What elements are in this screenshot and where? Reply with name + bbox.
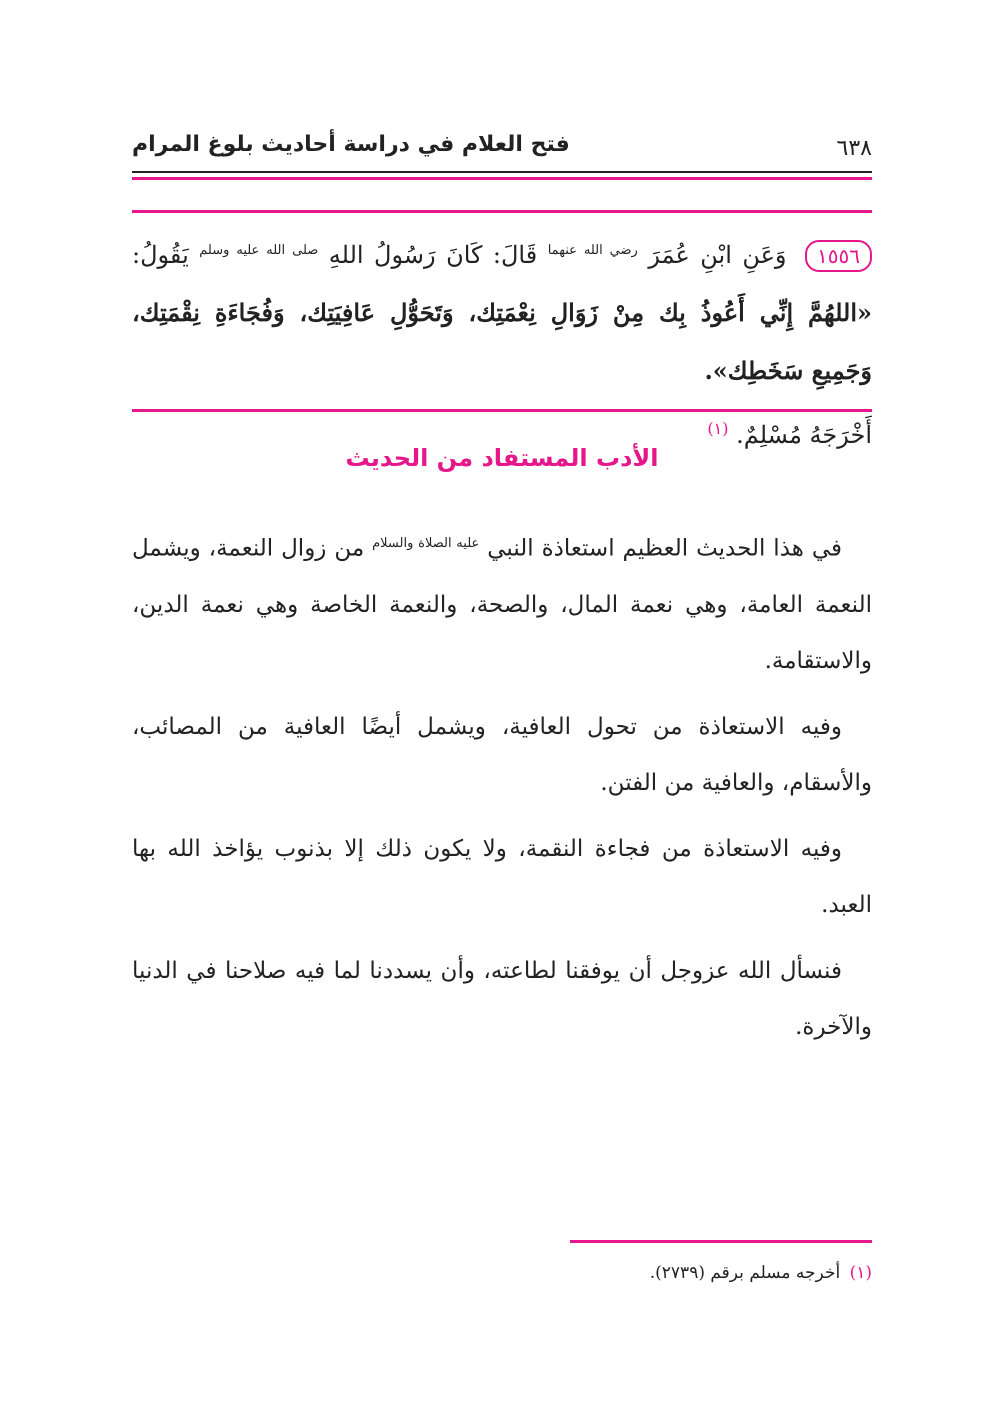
hadith-number-badge: ١٥٥٦ [805, 240, 872, 272]
page-number: ٦٣٨ [836, 136, 872, 161]
hadith-block [132, 222, 872, 464]
header-rule-dark [132, 171, 872, 173]
footnote [132, 1263, 872, 1283]
hadith-source: أَخْرَجَهُ مُسْلِمٌ. [736, 421, 872, 449]
footnote-text: أخرجه مسلم برقم (٢٧٣٩). [649, 1263, 841, 1283]
hadith-said-intro: قَالَ: كَانَ رَسُولُ اللهِ [328, 241, 538, 269]
paragraph-1 [132, 516, 872, 689]
section-heading: الأدب المستفاد من الحديث [345, 444, 659, 472]
hadith-rule-top [132, 210, 872, 213]
paragraph-1-honorific: عليه الصلاة والسلام [372, 536, 480, 551]
hadith-narrator-intro: وَعَنِ ابْنِ عُمَرَ [648, 241, 787, 269]
hadith-quote: «اللهُمَّ إِنِّي أَعُوذُ بِك مِنْ زَوَالِ نِعْمَتِك، وَتَحَوُّلِ عَافِيَتِك، وَفُجَاءَةِ نِقْمَتِك، وَجَمِيعِ سَخَطِك». [132, 298, 872, 385]
hadith-says: يَقُولُ: [132, 241, 189, 269]
footnote-number: (١) [849, 1263, 872, 1283]
hadith-rule-bottom [132, 409, 872, 412]
paragraph-4: فنسأل الله عزوجل أن يوفقنا لطاعته، وأن يسددنا لما فيه صلاحنا في الدنيا والآخرة. [132, 957, 872, 1040]
book-title: فتح العلام في دراسة أحاديث بلوغ المرام [132, 132, 570, 157]
body-text [132, 516, 872, 1065]
paragraph-1-part-b: من زوال النعمة، ويشمل النعمة العامة، وهي نعمة المال، والصحة، والنعمة الخاصة وهي نعمة الدين، والاستقامة. [132, 535, 872, 674]
footnote-reference[interactable]: (١) [707, 419, 729, 438]
paragraph-1-part-a: في هذا الحديث العظيم استعاذة النبي [487, 535, 842, 562]
paragraph-2: وفيه الاستعاذة من تحول العافية، ويشمل أيضًا العافية من المصائب، والأسقام، والعافية من الفتن. [132, 713, 872, 796]
narrator-honorific: رضي الله عنهما [547, 243, 638, 258]
prophet-honorific: صلى الله عليه وسلم [199, 243, 319, 258]
page-header [132, 126, 872, 170]
paragraph-3: وفيه الاستعاذة من فجاءة النقمة، ولا يكون ذلك إلا بذنوب يؤاخذ الله بها العبد. [132, 835, 872, 918]
header-rule-accent [132, 177, 872, 180]
footnote-rule [570, 1240, 872, 1243]
